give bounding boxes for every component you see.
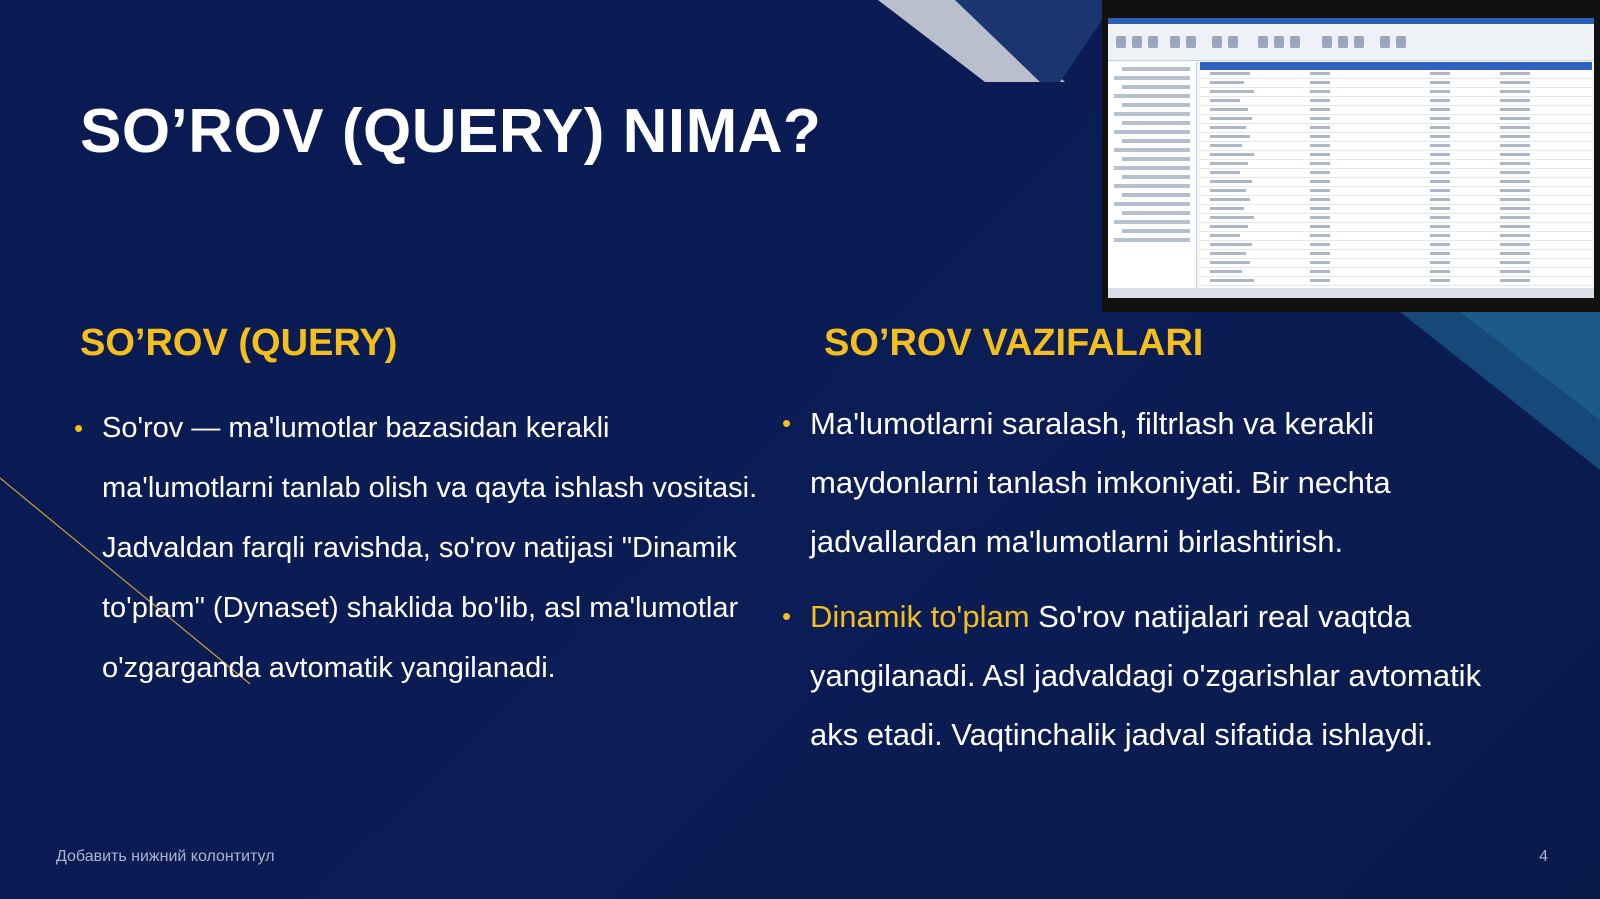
slide-title: SO’ROV (QUERY) NIMA?	[80, 97, 822, 166]
bullet-highlight-term: Dinamik to'plam	[810, 599, 1030, 634]
list-item	[72, 398, 762, 698]
right-column-heading: SO’ROV VAZIFALARI	[824, 322, 1204, 364]
bullet-text: Ma'lumotlarni saralash, filtrlash va kerakli maydonlarni tanlash imkoniyati. Bir nechta jadvallardan ma'lumotlarni birlashtirish.	[810, 406, 1391, 559]
screenshot-datasheet	[1200, 62, 1592, 288]
screenshot-statusbar	[1108, 288, 1594, 298]
database-screenshot-image	[1102, 0, 1600, 312]
screenshot-navigation-pane	[1108, 62, 1197, 288]
right-bullet-list	[780, 394, 1530, 764]
list-item	[780, 587, 1530, 764]
screenshot-ribbon	[1108, 24, 1594, 61]
screenshot-window	[1108, 18, 1594, 298]
bullet-text: So'rov — ma'lumotlar bazasidan kerakli ma'lumotlarni tanlab olish va qayta ishlash vositasi. Jadvaldan farqli ravishda, so'rov natijasi "Dinamik to'plam" (Dynaset) shaklida bo'lib, asl ma'lumotlar o'zgarganda avtomatik yangilanadi.	[102, 412, 758, 684]
bullet-dot-icon: •	[782, 408, 792, 438]
list-item	[780, 394, 1530, 571]
bullet-dot-icon: •	[74, 413, 84, 443]
left-bullet-list	[72, 398, 762, 698]
left-column-heading: SO’ROV (QUERY)	[80, 322, 398, 364]
bullet-dot-icon: •	[782, 601, 792, 631]
footer-placeholder[interactable]: Добавить нижний колонтитул	[56, 848, 275, 865]
page-number: 4	[1539, 848, 1548, 865]
bullet-text: So'rov natijalari real vaqtda yangilanadi. Asl jadvaldagi o'zgarishlar avtomatik aks etadi. Vaqtinchalik jadval sifatida ishlaydi.	[810, 599, 1482, 752]
